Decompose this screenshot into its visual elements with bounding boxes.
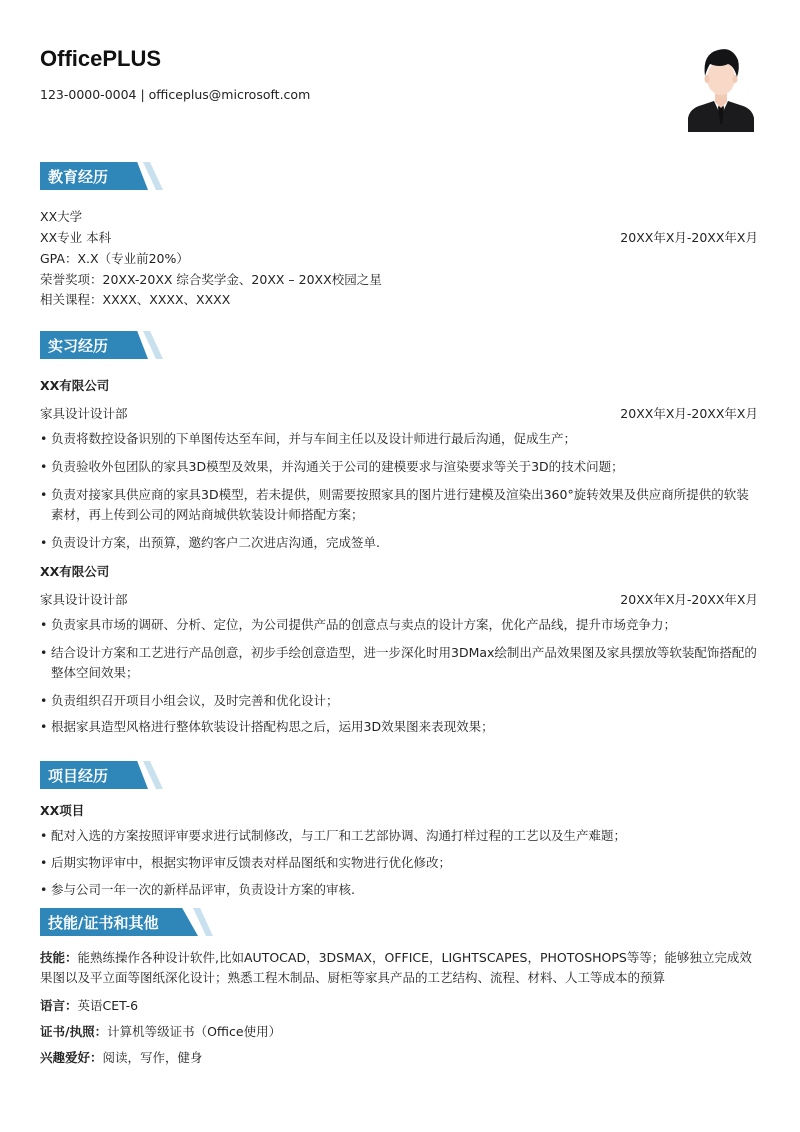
section-education-header	[40, 162, 162, 190]
section-title: 项目经历	[48, 767, 109, 785]
language-line	[40, 996, 760, 1016]
internship-date: 20XX年X月-20XX年X月	[620, 592, 758, 607]
list-item: • 参与公司一年一次的新样品评审，负责设计方案的审核.	[40, 882, 355, 897]
education-major: XX专业 本科	[40, 230, 112, 245]
education-gpa: GPA：X.X（专业前20%）	[40, 251, 189, 266]
department: 家具设计设计部	[40, 406, 128, 421]
contact-info: 123-0000-0004 | officeplus@microsoft.com	[40, 87, 311, 102]
section-internship-header	[40, 331, 162, 359]
education-date: 20XX年X月-20XX年X月	[620, 230, 758, 245]
section-title: 实习经历	[48, 337, 109, 355]
hobby-label: 兴趣爱好：	[40, 1050, 103, 1065]
language-label: 语言：	[40, 998, 78, 1013]
skills-label: 技能：	[40, 950, 78, 965]
list-item: • 负责设计方案，出预算，邀约客户二次进店沟通，完成签单.	[40, 535, 380, 550]
certificate-label: 证书/执照：	[40, 1024, 108, 1039]
list-item: • 负责验收外包团队的家具3D模型及效果，并沟通关于公司的建模要求与渲染要求等关于3D的技术问题；	[40, 459, 624, 474]
education-courses: 相关课程：XXXX、XXXX、XXXX	[40, 292, 231, 307]
company-name: XX有限公司	[40, 564, 110, 579]
skills-paragraph	[40, 948, 760, 988]
list-item: • 配对入选的方案按照评审要求进行试制修改，与工厂和工艺部协调、沟通打样过程的工艺以及生产难题；	[40, 828, 627, 843]
person-avatar-icon	[688, 44, 754, 132]
school-name: XX大学	[40, 209, 83, 224]
list-item: • 负责组织召开项目小组会议，及时完善和优化设计；	[40, 693, 339, 708]
education-honors: 荣誉奖项：20XX-20XX 综合奖学金、20XX – 20XX校园之星	[40, 272, 382, 287]
section-title: 教育经历	[48, 168, 109, 186]
company-name: XX有限公司	[40, 378, 110, 393]
hobby-line	[40, 1048, 760, 1068]
department: 家具设计设计部	[40, 592, 128, 607]
section-skills-header	[40, 908, 212, 936]
candidate-name: OfficePLUS	[40, 46, 162, 71]
project-name: XX项目	[40, 803, 85, 818]
list-item: • 结合设计方案和工艺进行产品创意，初步手绘创意造型，进一步深化时用3DMax绘制出产品效果图及家具摆放等软装配饰搭配的整体空间效果；	[40, 645, 757, 680]
list-item: • 负责家具市场的调研、分析、定位，为公司提供产品的创意点与卖点的设计方案，优化产品线，提升市场竞争力；	[40, 617, 677, 632]
list-item: • 负责将数控设备识别的下单图传达至车间，并与车间主任以及设计师进行最后沟通，促成生产；	[40, 431, 577, 446]
skills-text: 能熟练操作各种设计软件,比如AUTOCAD，3DSMAX，OFFICE，LIGHTSCAPES，PHOTOSHOPS等等；能够独立完成效果图以及平立面等图纸深化设计；熟悉工程木制品、厨柜等家具产品的工艺结构、流程、材料、人工等成本的预算	[40, 950, 752, 985]
internship-date: 20XX年X月-20XX年X月	[620, 406, 758, 421]
list-item: • 根据家具造型风格进行整体软装设计搭配构思之后，运用3D效果图来表现效果；	[40, 719, 494, 734]
list-item: • 后期实物评审中，根据实物评审反馈表对样品图纸和实物进行优化修改；	[40, 855, 452, 870]
list-item: • 负责对接家具供应商的家具3D模型，若未提供，则需要按照家具的图片进行建模及渲染出360°旋转效果及供应商所提供的软装素材，再上传到公司的网站商城供软装设计师搭配方案；	[40, 487, 749, 522]
certificate-line	[40, 1022, 760, 1042]
section-projects-header	[40, 761, 162, 789]
certificate-text: 计算机等级证书（Office使用）	[107, 1024, 282, 1039]
section-title: 技能/证书和其他	[48, 914, 159, 932]
hobby-text: 阅读，写作，健身	[102, 1050, 203, 1065]
language-text: 英语CET-6	[77, 998, 139, 1013]
